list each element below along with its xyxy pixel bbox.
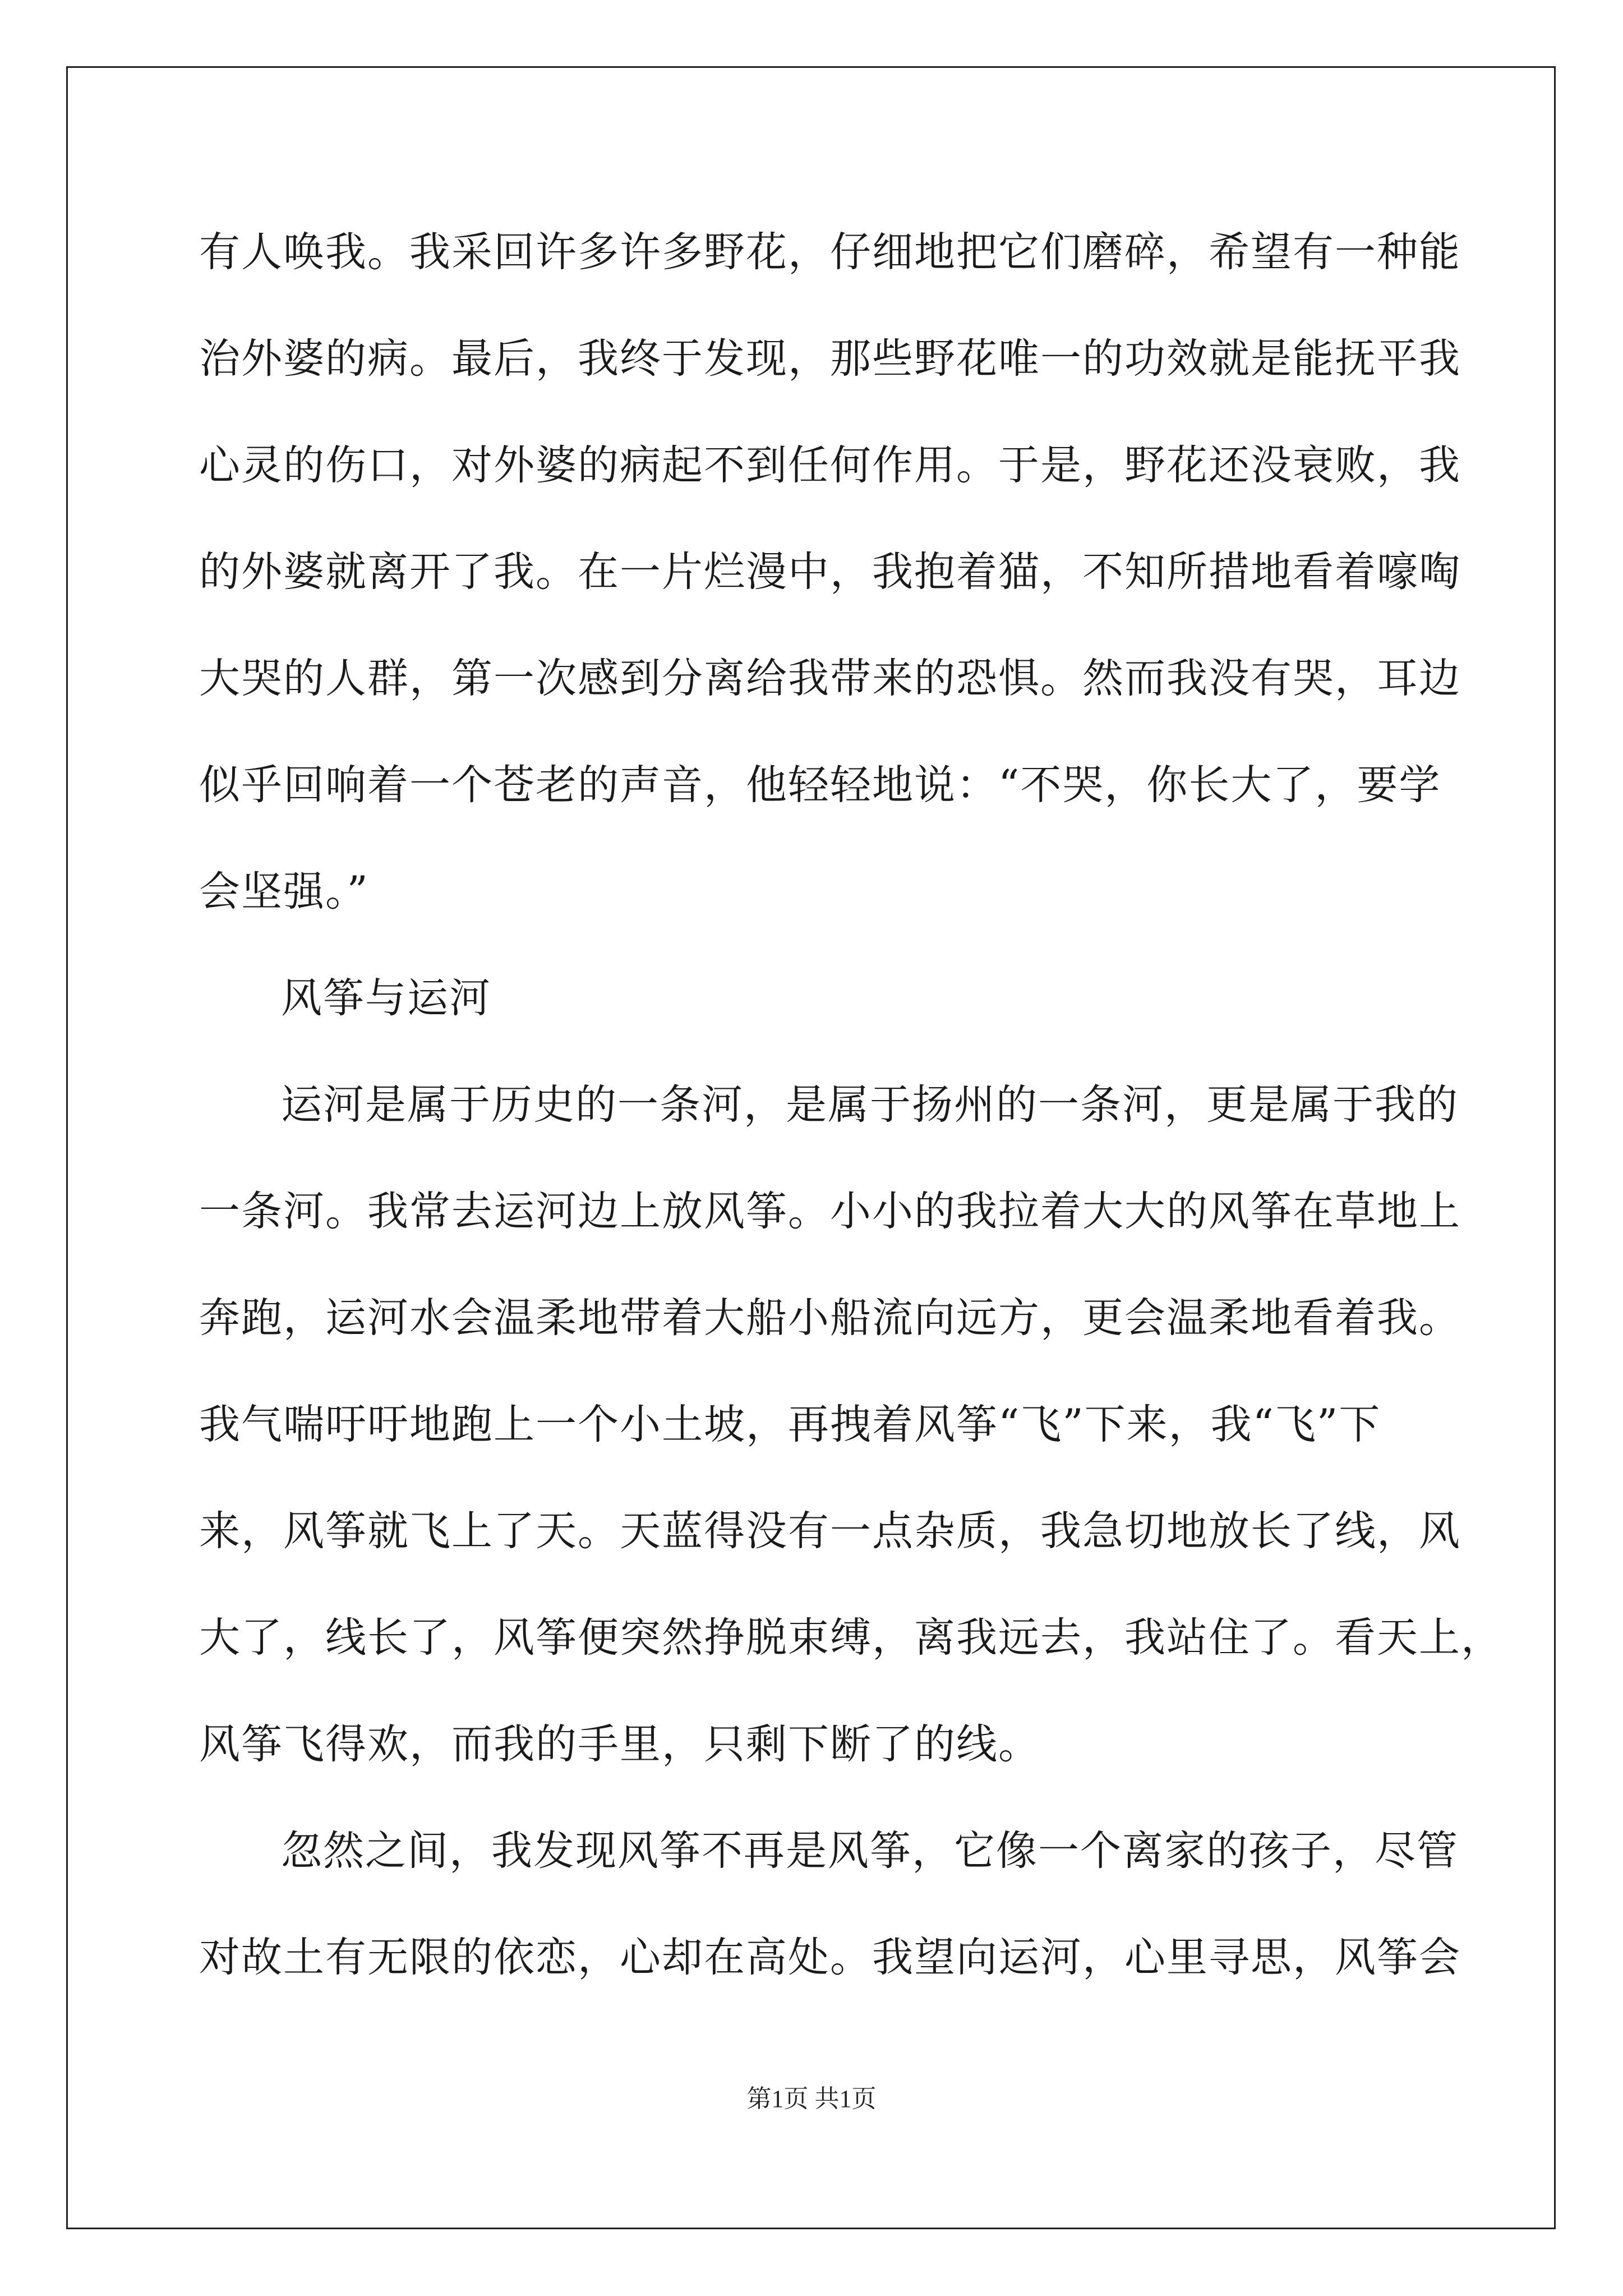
- text-line: 一条河。我常去运河边上放风筝。小小的我拉着大大的风筝在草地上: [199, 1188, 1461, 1235]
- section-heading: 风筝与运河: [281, 974, 491, 1022]
- text-line: 运河是属于历史的一条河，是属于扬州的一条河，更是属于我的: [281, 1081, 1459, 1129]
- text-line: 会坚强。”: [199, 868, 369, 915]
- text-line: 有人唤我。我采回许多许多野花，仔细地把它们磨碎，希望有一种能: [199, 228, 1461, 276]
- text-line: 的外婆就离开了我。在一片烂漫中，我抱着猫，不知所措地看着嚎啕: [199, 548, 1461, 596]
- text-line: 我气喘吁吁地跑上一个小土坡，再拽着风筝“飞”下来，我“飞”下: [199, 1401, 1381, 1448]
- text-line: 对故土有无限的依恋，心却在高处。我望向运河，心里寻思，风筝会: [199, 1934, 1461, 1981]
- text-line: 似乎回响着一个苍老的声音，他轻轻地说：“不哭，你长大了，要学: [199, 761, 1441, 809]
- document-body: [199, 222, 1503, 2033]
- text-line: 来，风筝就飞上了天。天蓝得没有一点杂质，我急切地放长了线，风: [199, 1507, 1461, 1555]
- page-number: 第1页 共1页: [746, 2085, 877, 2113]
- text-line: 风筝飞得欢，而我的手里，只剩下断了的线。: [199, 1720, 1040, 1768]
- text-line: 奔跑，运河水会温柔地带着大船小船流向远方，更会温柔地看着我。: [199, 1294, 1461, 1342]
- text-line: 大了，线长了，风筝便突然挣脱束缚，离我远去，我站住了。看天上，: [199, 1614, 1503, 1662]
- text-line: 忽然之间，我发现风筝不再是风筝，它像一个离家的孩子，尽管: [281, 1827, 1459, 1875]
- text-line: 治外婆的病。最后，我终于发现，那些野花唯一的功效就是能抚平我: [199, 335, 1461, 383]
- text-line: 心灵的伤口，对外婆的病起不到任何作用。于是，野花还没衰败，我: [199, 441, 1461, 489]
- text-line: 大哭的人群，第一次感到分离给我带来的恐惧。然而我没有哭，耳边: [199, 655, 1461, 702]
